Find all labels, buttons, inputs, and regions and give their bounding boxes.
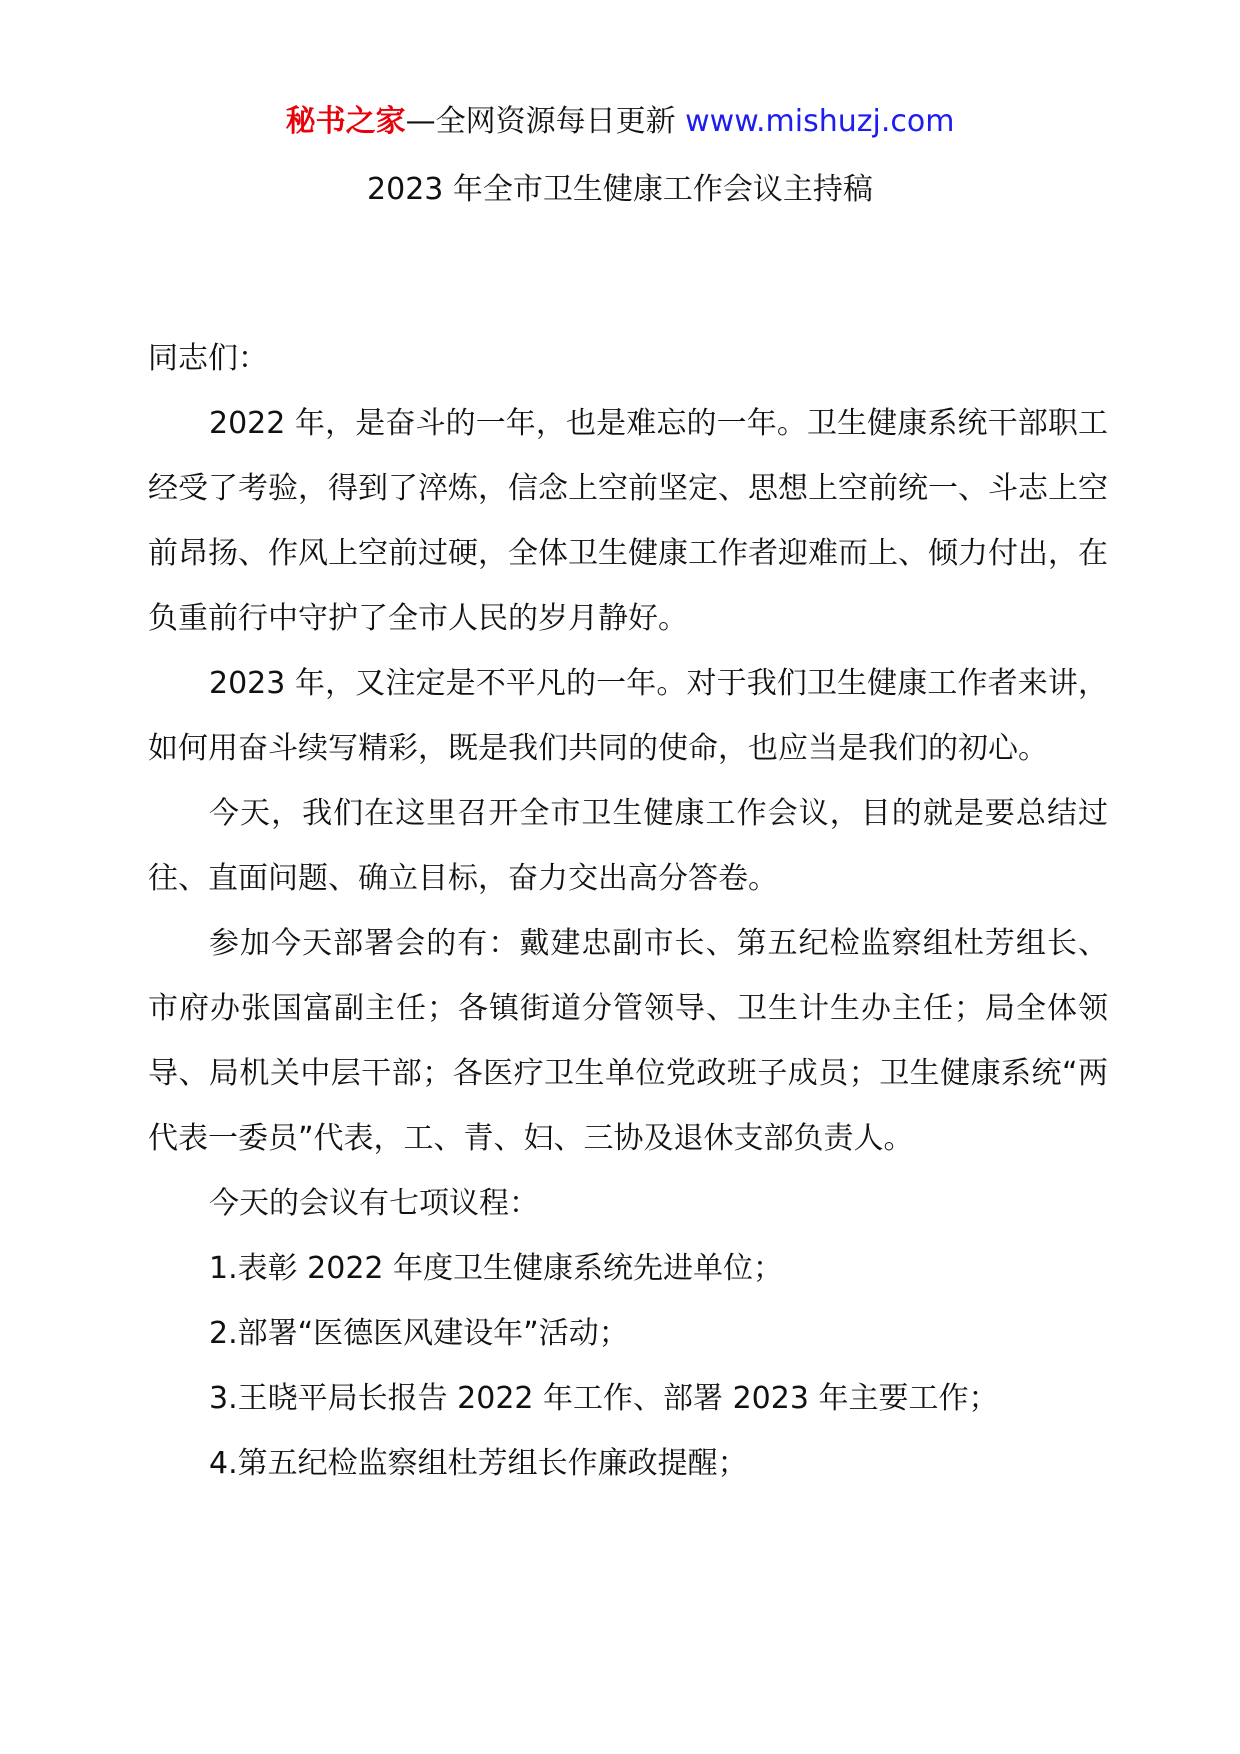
site-url-link[interactable]: www.mishuzj.com bbox=[685, 104, 955, 139]
paragraph-1: 2022 年，是奋斗的一年，也是难忘的一年。卫生健康系统干部职工经受了考验，得到了淬炼，信念上空前坚定、思想上空前统一、斗志上空前昂扬、作风上空前过硬，全体卫生健康工作者迎难而上、倾力付出，在负重前行中守护了全市人民的岁月静好。 bbox=[148, 406, 1108, 636]
agenda-item-3: 3.王晓平局长报告 2022 年工作、部署 2023 年主要工作； bbox=[209, 1381, 999, 1416]
paragraph-3: 今天，我们在这里召开全市卫生健康工作会议，目的就是要总结过往、直面问题、确立目标，奋力交出高分答卷。 bbox=[148, 796, 1108, 896]
document-title: 2023 年全市卫生健康工作会议主持稿 bbox=[367, 172, 873, 207]
site-header bbox=[0, 100, 1240, 144]
paragraph-2: 2023 年，又注定是不平凡的一年。对于我们卫生健康工作者来讲，如何用奋斗续写精彩，既是我们共同的使命，也应当是我们的初心。 bbox=[148, 666, 1108, 766]
agenda-item-1: 1.表彰 2022 年度卫生健康系统先进单位； bbox=[209, 1251, 784, 1286]
brand-name: 秘书之家 bbox=[285, 104, 406, 139]
paragraph-4: 参加今天部署会的有：戴建忠副市长、第五纪检监察组杜芳组长、市府办张国富副主任；各镇街道分管领导、卫生计生办主任；局全体领导、局机关中层干部；各医疗卫生单位党政班子成员；卫生健康系统“两代表一委员”代表，工、青、妇、三协及退休支部负责人。 bbox=[148, 926, 1108, 1156]
salutation: 同志们： bbox=[148, 341, 268, 376]
paragraph-5: 今天的会议有七项议程： bbox=[209, 1186, 539, 1221]
agenda-item-4: 4.第五纪检监察组杜芳组长作廉政提醒； bbox=[209, 1446, 748, 1481]
document-body bbox=[148, 326, 1108, 1496]
header-tagline: —全网资源每日更新 bbox=[405, 104, 686, 139]
agenda-item-2: 2.部署“医德医风建设年”活动； bbox=[209, 1316, 629, 1351]
